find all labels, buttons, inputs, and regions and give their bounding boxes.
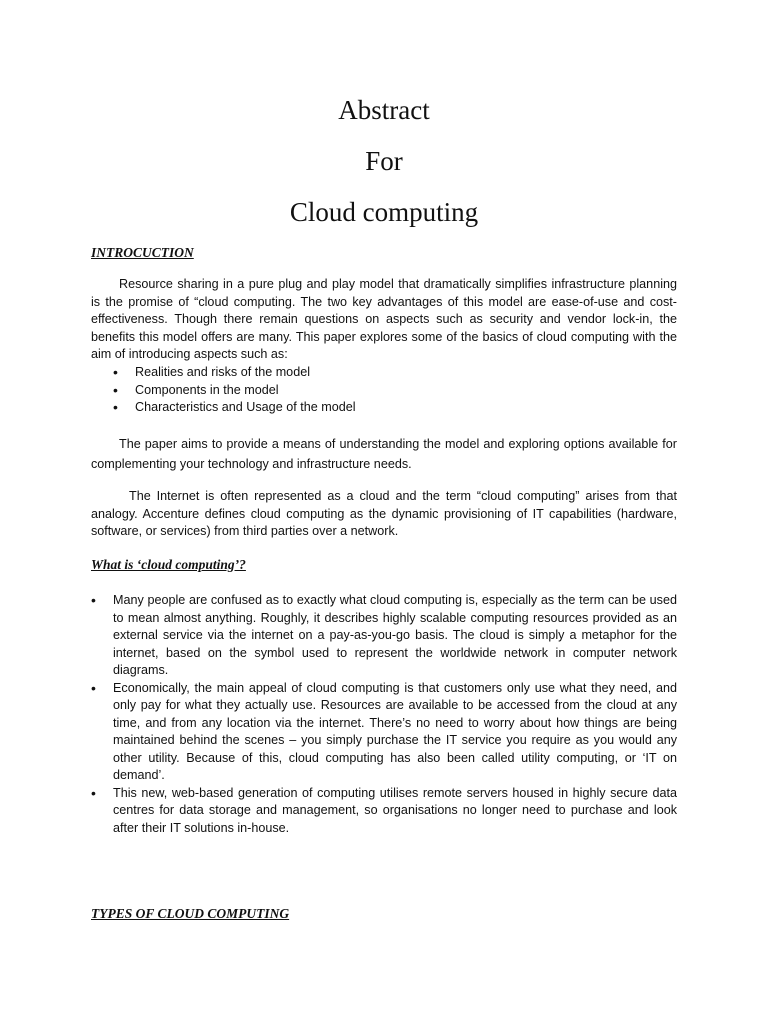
title-cloud-computing: Cloud computing [289,197,479,227]
title-abstract: Abstract [338,95,430,125]
list-item-text: Many people are confused as to exactly what cloud computing is, especially as the term can be used to mean almost anything. Roughly, it describes highly scalable computing resources provided as an external service via the internet on a pay-as-you-go basis. The cloud is simply a metaphor for the internet, based on the symbol used to represent the worldwide network in computer network diagrams. [113,593,677,677]
bullet-icon: • [113,364,118,380]
what-is-bullet-list [91,592,677,837]
list-item-text: Characteristics and Usage of the model [135,400,356,414]
introduction-paragraph-3: The Internet is often represented as a cloud and the term “cloud computing” arises from that analogy. Accenture defines cloud computing as the dynamic provisioning of IT capabilities (hardware, software, or services) from third parties over a network. [91,489,677,538]
introduction-bullet-list [113,364,675,417]
introduction-heading: INTROCUCTION [91,245,194,260]
list-item [91,784,677,838]
list-item-text: This new, web-based generation of computing utilises remote servers housed in highly secure data centres for data storage and management, so organisations no longer need to purchase and look after their IT solutions in-house. [113,785,677,835]
bullet-icon: • [91,679,96,696]
bullet-icon: • [113,399,118,415]
introduction-paragraph-2: The paper aims to provide a means of understanding the model and exploring options available for complementing your technology and infrastructure needs. [91,437,677,471]
list-item [91,592,677,680]
list-item-text: Economically, the main appeal of cloud computing is that customers only use what they need, and only pay for what they actually use. Resources are available to be accessed from the cloud at any time, and from any location via the internet. There’s no need to worry about how things are being maintained behind the scenes – you simply purchase the IT service you require as you would any other utility. Because of this, cloud computing has also been called utility computing, or ‘IT on demand’. [113,680,677,782]
introduction-paragraph: Resource sharing in a pure plug and play model that dramatically simplifies infrastructure planning is the promise of “cloud computing. The two key advantages of this model are ease-of-use and cost-effectiveness. Though there remain questions on aspects such as security and vendor lock-in, the benefits this model offers are many. This paper explores some of the basics of cloud computing with the aim of introducing aspects such as: [91,277,677,361]
types-heading: TYPES OF CLOUD COMPUTING [91,906,290,921]
bullet-icon: • [91,592,96,608]
list-item [113,399,675,417]
list-item [91,679,677,785]
list-item [113,364,675,382]
title-for: For [365,146,403,176]
bullet-icon: • [91,784,96,801]
bullet-icon: • [113,381,118,398]
what-is-heading: What is ‘cloud computing’? [91,557,246,572]
list-item [113,381,675,400]
list-item-text: Components in the model [135,382,279,397]
list-item-text: Realities and risks of the model [135,365,310,379]
